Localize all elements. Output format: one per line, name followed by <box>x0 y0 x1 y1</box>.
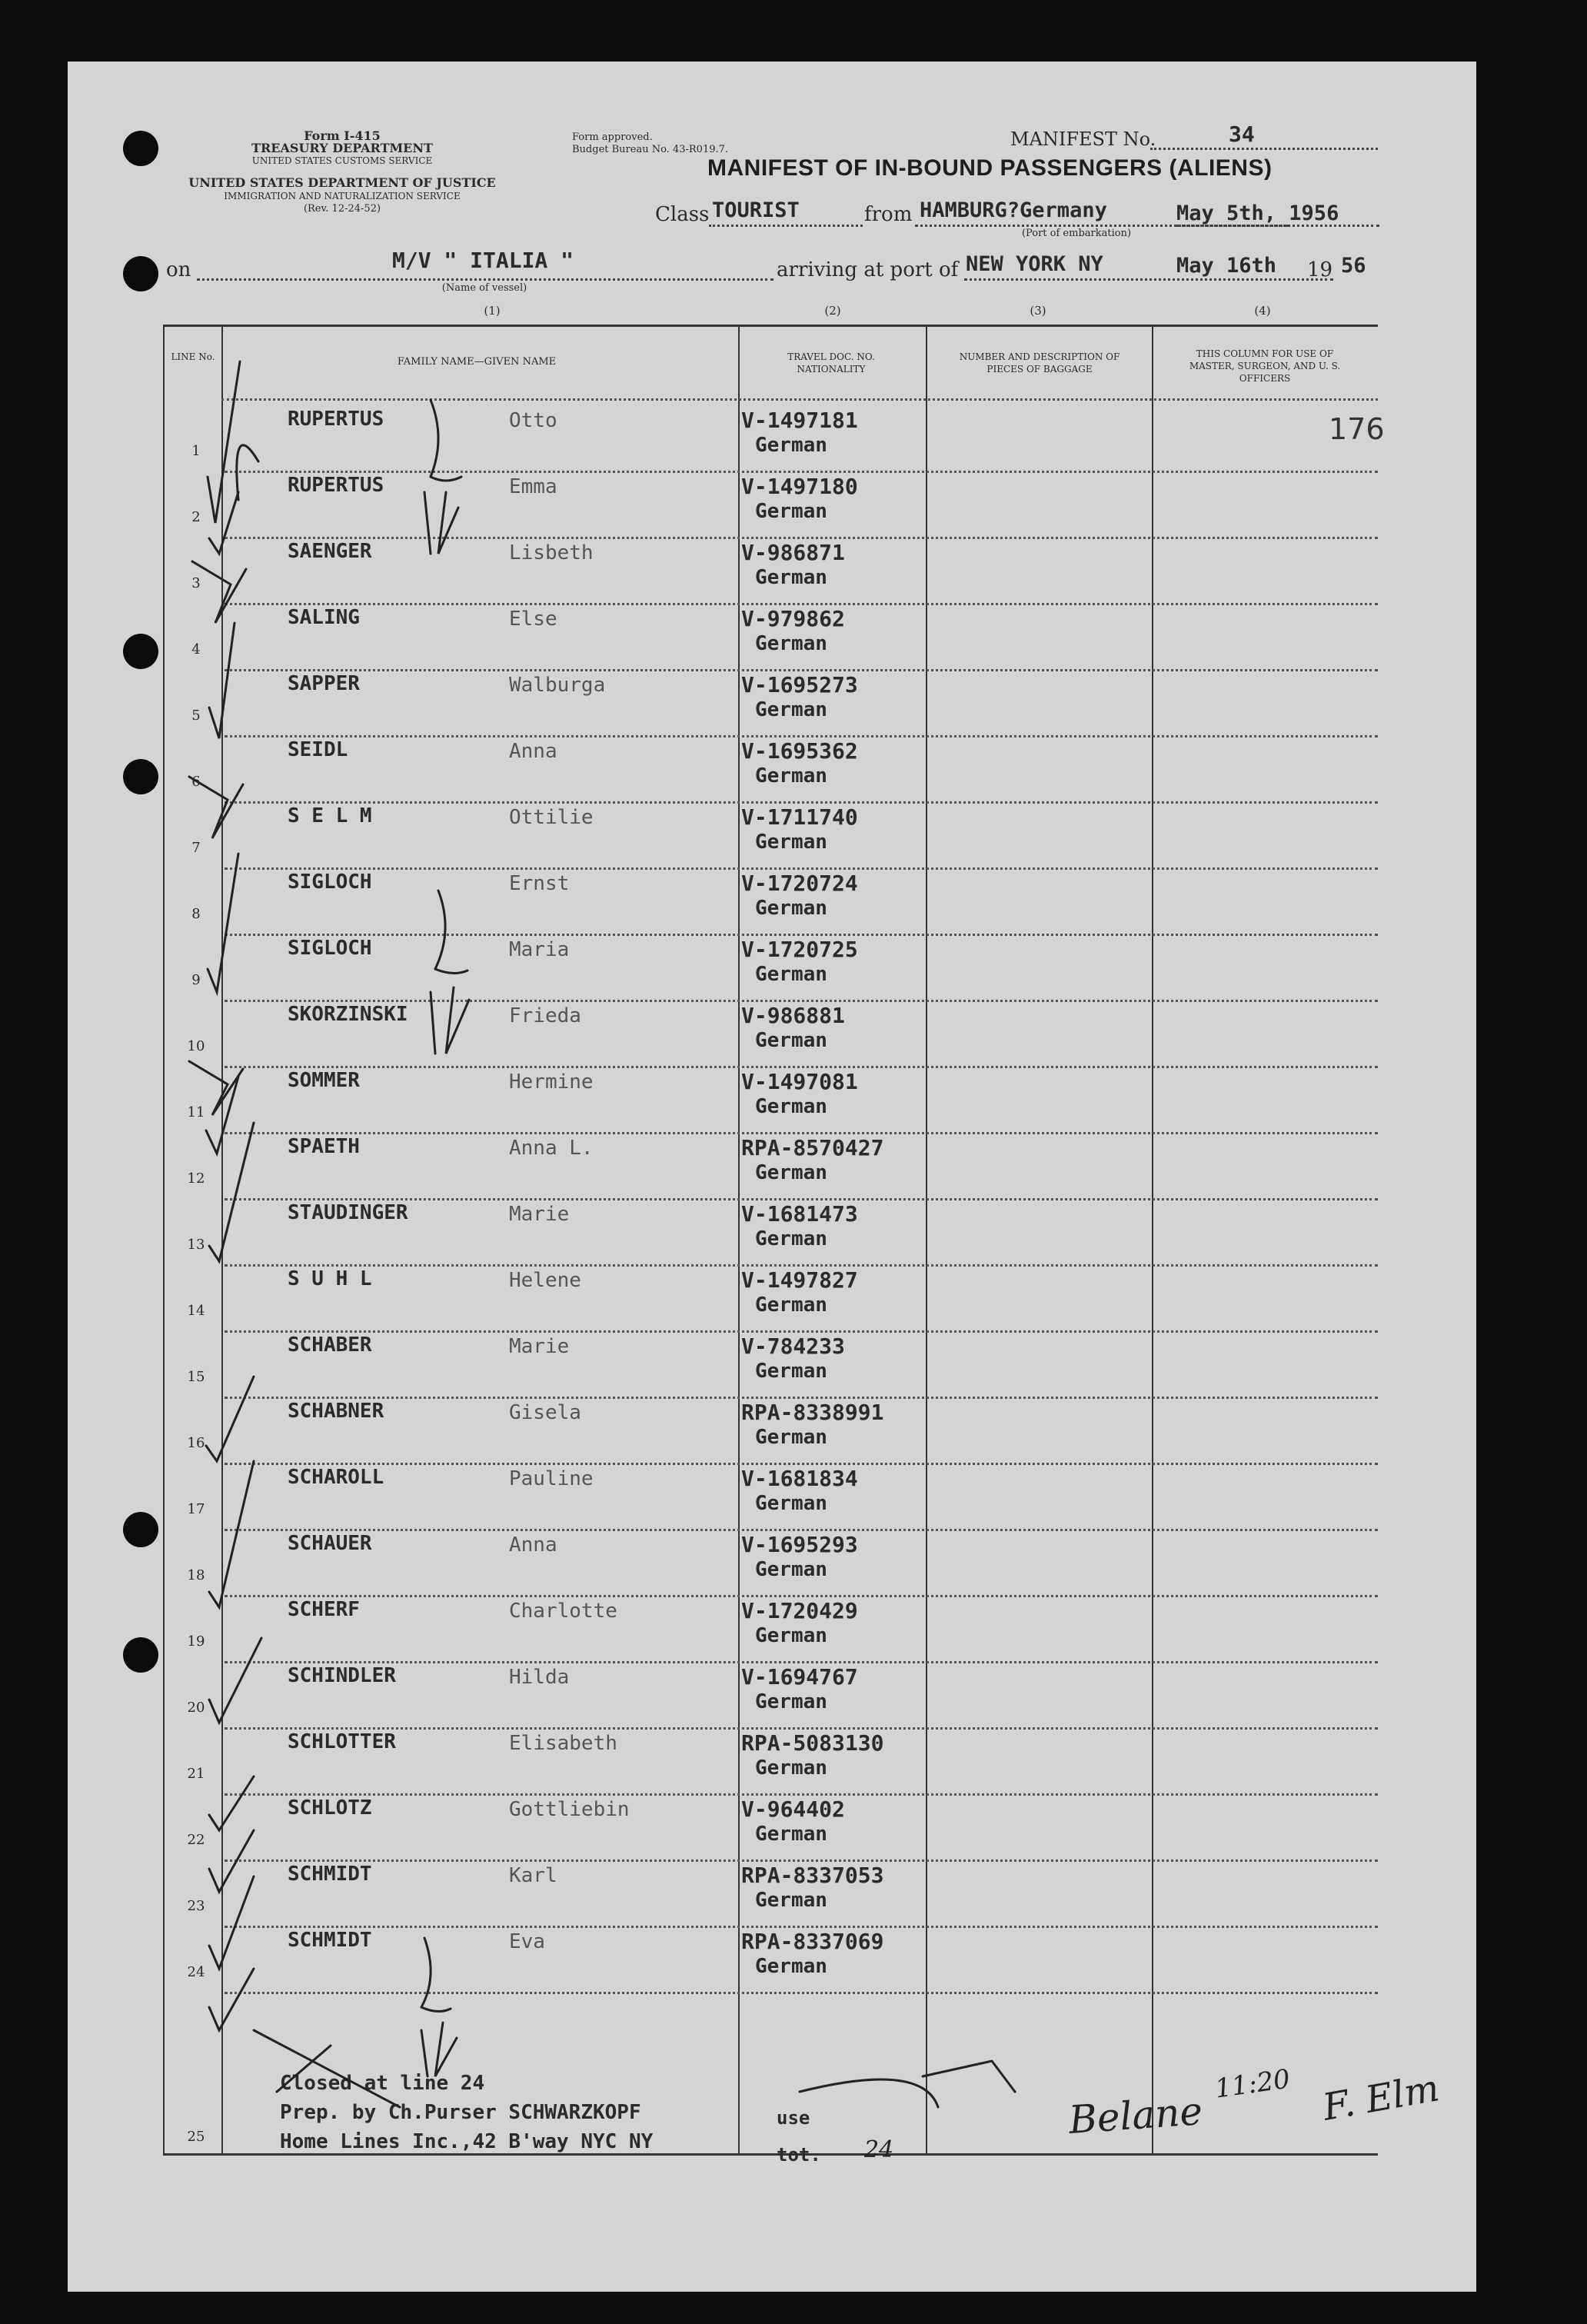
line-no-header: LINE No. <box>171 351 215 362</box>
nationality: German <box>755 566 827 589</box>
form-approved: Form approved. <box>572 132 653 143</box>
given-name: Hilda <box>509 1666 570 1689</box>
closing-line: Closed at line 24 <box>280 2072 485 2095</box>
line-number: 7 <box>191 840 201 856</box>
travel-doc-number: V-1497180 <box>741 474 858 499</box>
given-name: Anna <box>509 740 557 763</box>
family-name: SCHABER <box>288 1333 372 1357</box>
family-name: SCHLOTTER <box>288 1730 396 1753</box>
budget-bureau: Budget Bureau No. 43-R019.7. <box>572 144 729 155</box>
travel-doc-number: RPA-5083130 <box>741 1730 884 1756</box>
nationality: German <box>755 1889 827 1912</box>
line-number: 22 <box>187 1832 205 1848</box>
given-name: Maria <box>509 938 570 961</box>
port-of-embarkation: HAMBURG?Germany <box>920 198 1107 222</box>
line-number: 6 <box>191 774 201 790</box>
handwritten-initials: F. Elm <box>1319 2066 1442 2129</box>
form-title: MANIFEST OF IN-BOUND PASSENGERS (ALIENS) <box>707 155 1273 181</box>
line-number: 21 <box>187 1766 205 1782</box>
nationality: German <box>755 1161 827 1184</box>
handwritten-time: 11:20 <box>1213 2063 1293 2105</box>
nationality: German <box>755 1955 827 1978</box>
col-number-2: (2) <box>824 304 841 318</box>
family-name: SALING <box>288 606 360 629</box>
family-name: S E L M <box>288 804 372 827</box>
family-name: RUPERTUS <box>288 474 384 497</box>
given-name: Marie <box>509 1203 570 1226</box>
from-label: from <box>864 203 913 226</box>
travel-doc-number: V-964402 <box>741 1796 845 1822</box>
nationality: German <box>755 1227 827 1250</box>
given-name: Pauline <box>509 1467 594 1490</box>
nationality: German <box>755 1294 827 1317</box>
manifest-number: 34 <box>1229 122 1255 147</box>
nationality: German <box>755 1690 827 1713</box>
given-name: Lisbeth <box>509 541 594 564</box>
line-number: 5 <box>191 708 201 724</box>
revision: (Rev. 12-24-52) <box>303 203 381 215</box>
line-number: 18 <box>187 1567 205 1583</box>
family-name: SAENGER <box>288 540 372 563</box>
line-number: 10 <box>187 1038 205 1054</box>
nationality: German <box>755 831 827 854</box>
travel-doc-number: V-784233 <box>741 1333 845 1359</box>
arrival-year: 56 <box>1341 254 1366 278</box>
given-name: Karl <box>509 1864 557 1887</box>
nationality: German <box>755 1823 827 1846</box>
given-name: Walburga <box>509 674 606 697</box>
line-number: 4 <box>191 641 201 658</box>
nationality: German <box>755 1756 827 1780</box>
nationality: German <box>755 1492 827 1515</box>
name-header: FAMILY NAME—GIVEN NAME <box>397 356 557 368</box>
nationality: German <box>755 698 827 721</box>
given-name: Gisela <box>509 1401 581 1424</box>
class-label: Class <box>655 203 710 226</box>
line-number: 15 <box>187 1369 205 1385</box>
embarkation-caption: (Port of embarkation) <box>1021 228 1132 239</box>
nationality: German <box>755 1029 827 1052</box>
family-name: S U H L <box>288 1267 372 1290</box>
total-use-label: use <box>777 2107 810 2129</box>
travel-doc-number: V-1497081 <box>741 1069 858 1094</box>
line-number: 25 <box>187 2129 205 2145</box>
family-name: SCHAUER <box>288 1532 372 1555</box>
travel-doc-number: RPA-8337069 <box>741 1929 884 1954</box>
given-name: Hermine <box>509 1070 594 1094</box>
arrival-date: May 16th <box>1176 254 1277 278</box>
treasury-dept: TREASURY DEPARTMENT <box>251 141 433 155</box>
family-name: SCHMIDT <box>288 1863 372 1886</box>
line-number: 11 <box>187 1104 205 1120</box>
line-number: 16 <box>187 1435 205 1451</box>
travel-doc-number: RPA-8570427 <box>741 1135 884 1160</box>
travel-doc-number: V-986881 <box>741 1003 845 1028</box>
arrival-port: NEW YORK NY <box>966 252 1103 276</box>
vessel-name: M/V " ITALIA " <box>392 248 574 273</box>
departure-date: May 5th, 1956 <box>1176 201 1339 225</box>
nationality: German <box>755 632 827 655</box>
line-number: 1 <box>191 443 201 459</box>
family-name: SAPPER <box>288 672 360 695</box>
given-name: Ottilie <box>509 806 594 829</box>
family-name: SIGLOCH <box>288 937 372 960</box>
line-number: 17 <box>187 1501 205 1517</box>
line-number: 13 <box>187 1237 205 1253</box>
ins-service: IMMIGRATION AND NATURALIZATION SERVICE <box>224 191 461 201</box>
travel-doc-number: V-1695293 <box>741 1532 858 1557</box>
arriving-label: arriving at port of <box>777 258 959 281</box>
given-name: Helene <box>509 1269 581 1292</box>
prepared-by-line: Prep. by Ch.Purser SCHWARZKOPF <box>280 2101 641 2124</box>
line-number: 23 <box>187 1898 205 1914</box>
baggage-header: NUMBER AND DESCRIPTION OF PIECES OF BAGGAGE <box>959 351 1120 375</box>
arrival-year-prefix: 19 <box>1307 258 1333 281</box>
travel-doc-number: V-1711740 <box>741 804 858 830</box>
family-name: SCHAROLL <box>288 1466 384 1489</box>
line-number: 12 <box>187 1170 205 1187</box>
given-name: Emma <box>509 475 557 498</box>
page-annotation: 176 <box>1329 412 1385 446</box>
class-value: TOURIST <box>712 198 800 222</box>
family-name: SCHERF <box>288 1598 360 1621</box>
family-name: RUPERTUS <box>288 408 384 431</box>
col-number-4: (4) <box>1254 304 1271 318</box>
travel-doc-number: RPA-8338991 <box>741 1400 884 1425</box>
nationality: German <box>755 500 827 523</box>
line-number: 9 <box>191 972 201 988</box>
nationality: German <box>755 764 827 787</box>
vessel-caption: (Name of vessel) <box>441 282 527 294</box>
given-name: Otto <box>509 409 557 432</box>
travel-doc-number: V-986871 <box>741 540 845 565</box>
travel-doc-number: V-1497181 <box>741 408 858 433</box>
travel-doc-number: RPA-8337053 <box>741 1863 884 1888</box>
given-name: Gottliebin <box>509 1798 630 1821</box>
given-name: Eva <box>509 1930 545 1953</box>
given-name: Else <box>509 608 557 631</box>
col-number-1: (1) <box>484 304 501 318</box>
nationality: German <box>755 1624 827 1647</box>
given-name: Anna <box>509 1533 557 1557</box>
family-name: SCHMIDT <box>288 1929 372 1952</box>
given-name: Marie <box>509 1335 570 1358</box>
nationality: German <box>755 434 827 457</box>
family-name: SOMMER <box>288 1069 360 1092</box>
family-name: SCHABNER <box>288 1400 384 1423</box>
manifest-label: MANIFEST No. <box>1010 128 1156 150</box>
nationality: German <box>755 1360 827 1383</box>
travel-doc-number: V-1695362 <box>741 738 858 764</box>
family-name: SCHLOTZ <box>288 1796 372 1820</box>
total-tot-label: tot. <box>777 2144 821 2166</box>
nationality: German <box>755 963 827 986</box>
travel-doc-number: V-1695273 <box>741 672 858 698</box>
line-number: 19 <box>187 1633 205 1650</box>
nationality: German <box>755 1426 827 1449</box>
nationality: German <box>755 897 827 920</box>
nationality: German <box>755 1095 827 1118</box>
line-number: 8 <box>191 906 201 922</box>
line-number: 24 <box>187 1964 205 1980</box>
handwritten-signature: Belane <box>1067 2089 1204 2143</box>
line-number: 3 <box>191 575 201 591</box>
home-lines-line: Home Lines Inc.,42 B'way NYC NY <box>280 2130 654 2153</box>
travel-doc-number: V-979862 <box>741 606 845 631</box>
nationality: German <box>755 1558 827 1581</box>
given-name: Charlotte <box>509 1600 617 1623</box>
travel-doc-header: TRAVEL DOC. NO. NATIONALITY <box>787 351 875 375</box>
family-name: STAUDINGER <box>288 1201 408 1224</box>
given-name: Frieda <box>509 1004 581 1027</box>
family-name: SPAETH <box>288 1135 360 1158</box>
family-name: SCHINDLER <box>288 1664 396 1687</box>
line-number: 2 <box>191 509 201 525</box>
travel-doc-number: V-1681834 <box>741 1466 858 1491</box>
travel-doc-number: V-1694767 <box>741 1664 858 1690</box>
line-number: 20 <box>187 1700 205 1716</box>
customs-service: UNITED STATES CUSTOMS SERVICE <box>251 155 433 166</box>
travel-doc-number: V-1497827 <box>741 1267 858 1293</box>
officers-header: THIS COLUMN FOR USE OF MASTER, SURGEON, AND U. S. OFFICERS <box>1189 348 1341 384</box>
travel-doc-number: V-1720725 <box>741 937 858 962</box>
given-name: Ernst <box>509 872 570 895</box>
col-number-3: (3) <box>1030 304 1046 318</box>
family-name: SIGLOCH <box>288 871 372 894</box>
given-name: Elisabeth <box>509 1732 617 1755</box>
travel-doc-number: V-1720724 <box>741 871 858 896</box>
travel-doc-number: V-1681473 <box>741 1201 858 1227</box>
line-number: 14 <box>187 1303 205 1319</box>
given-name: Anna L. <box>509 1137 594 1160</box>
total-count: 24 <box>864 2136 894 2163</box>
form-number: Form I-415 <box>304 128 381 143</box>
travel-doc-number: V-1720429 <box>741 1598 858 1623</box>
on-label: on <box>166 258 191 281</box>
family-name: SEIDL <box>288 738 348 761</box>
family-name: SKORZINSKI <box>288 1003 408 1026</box>
justice-dept: UNITED STATES DEPARTMENT OF JUSTICE <box>188 175 496 190</box>
